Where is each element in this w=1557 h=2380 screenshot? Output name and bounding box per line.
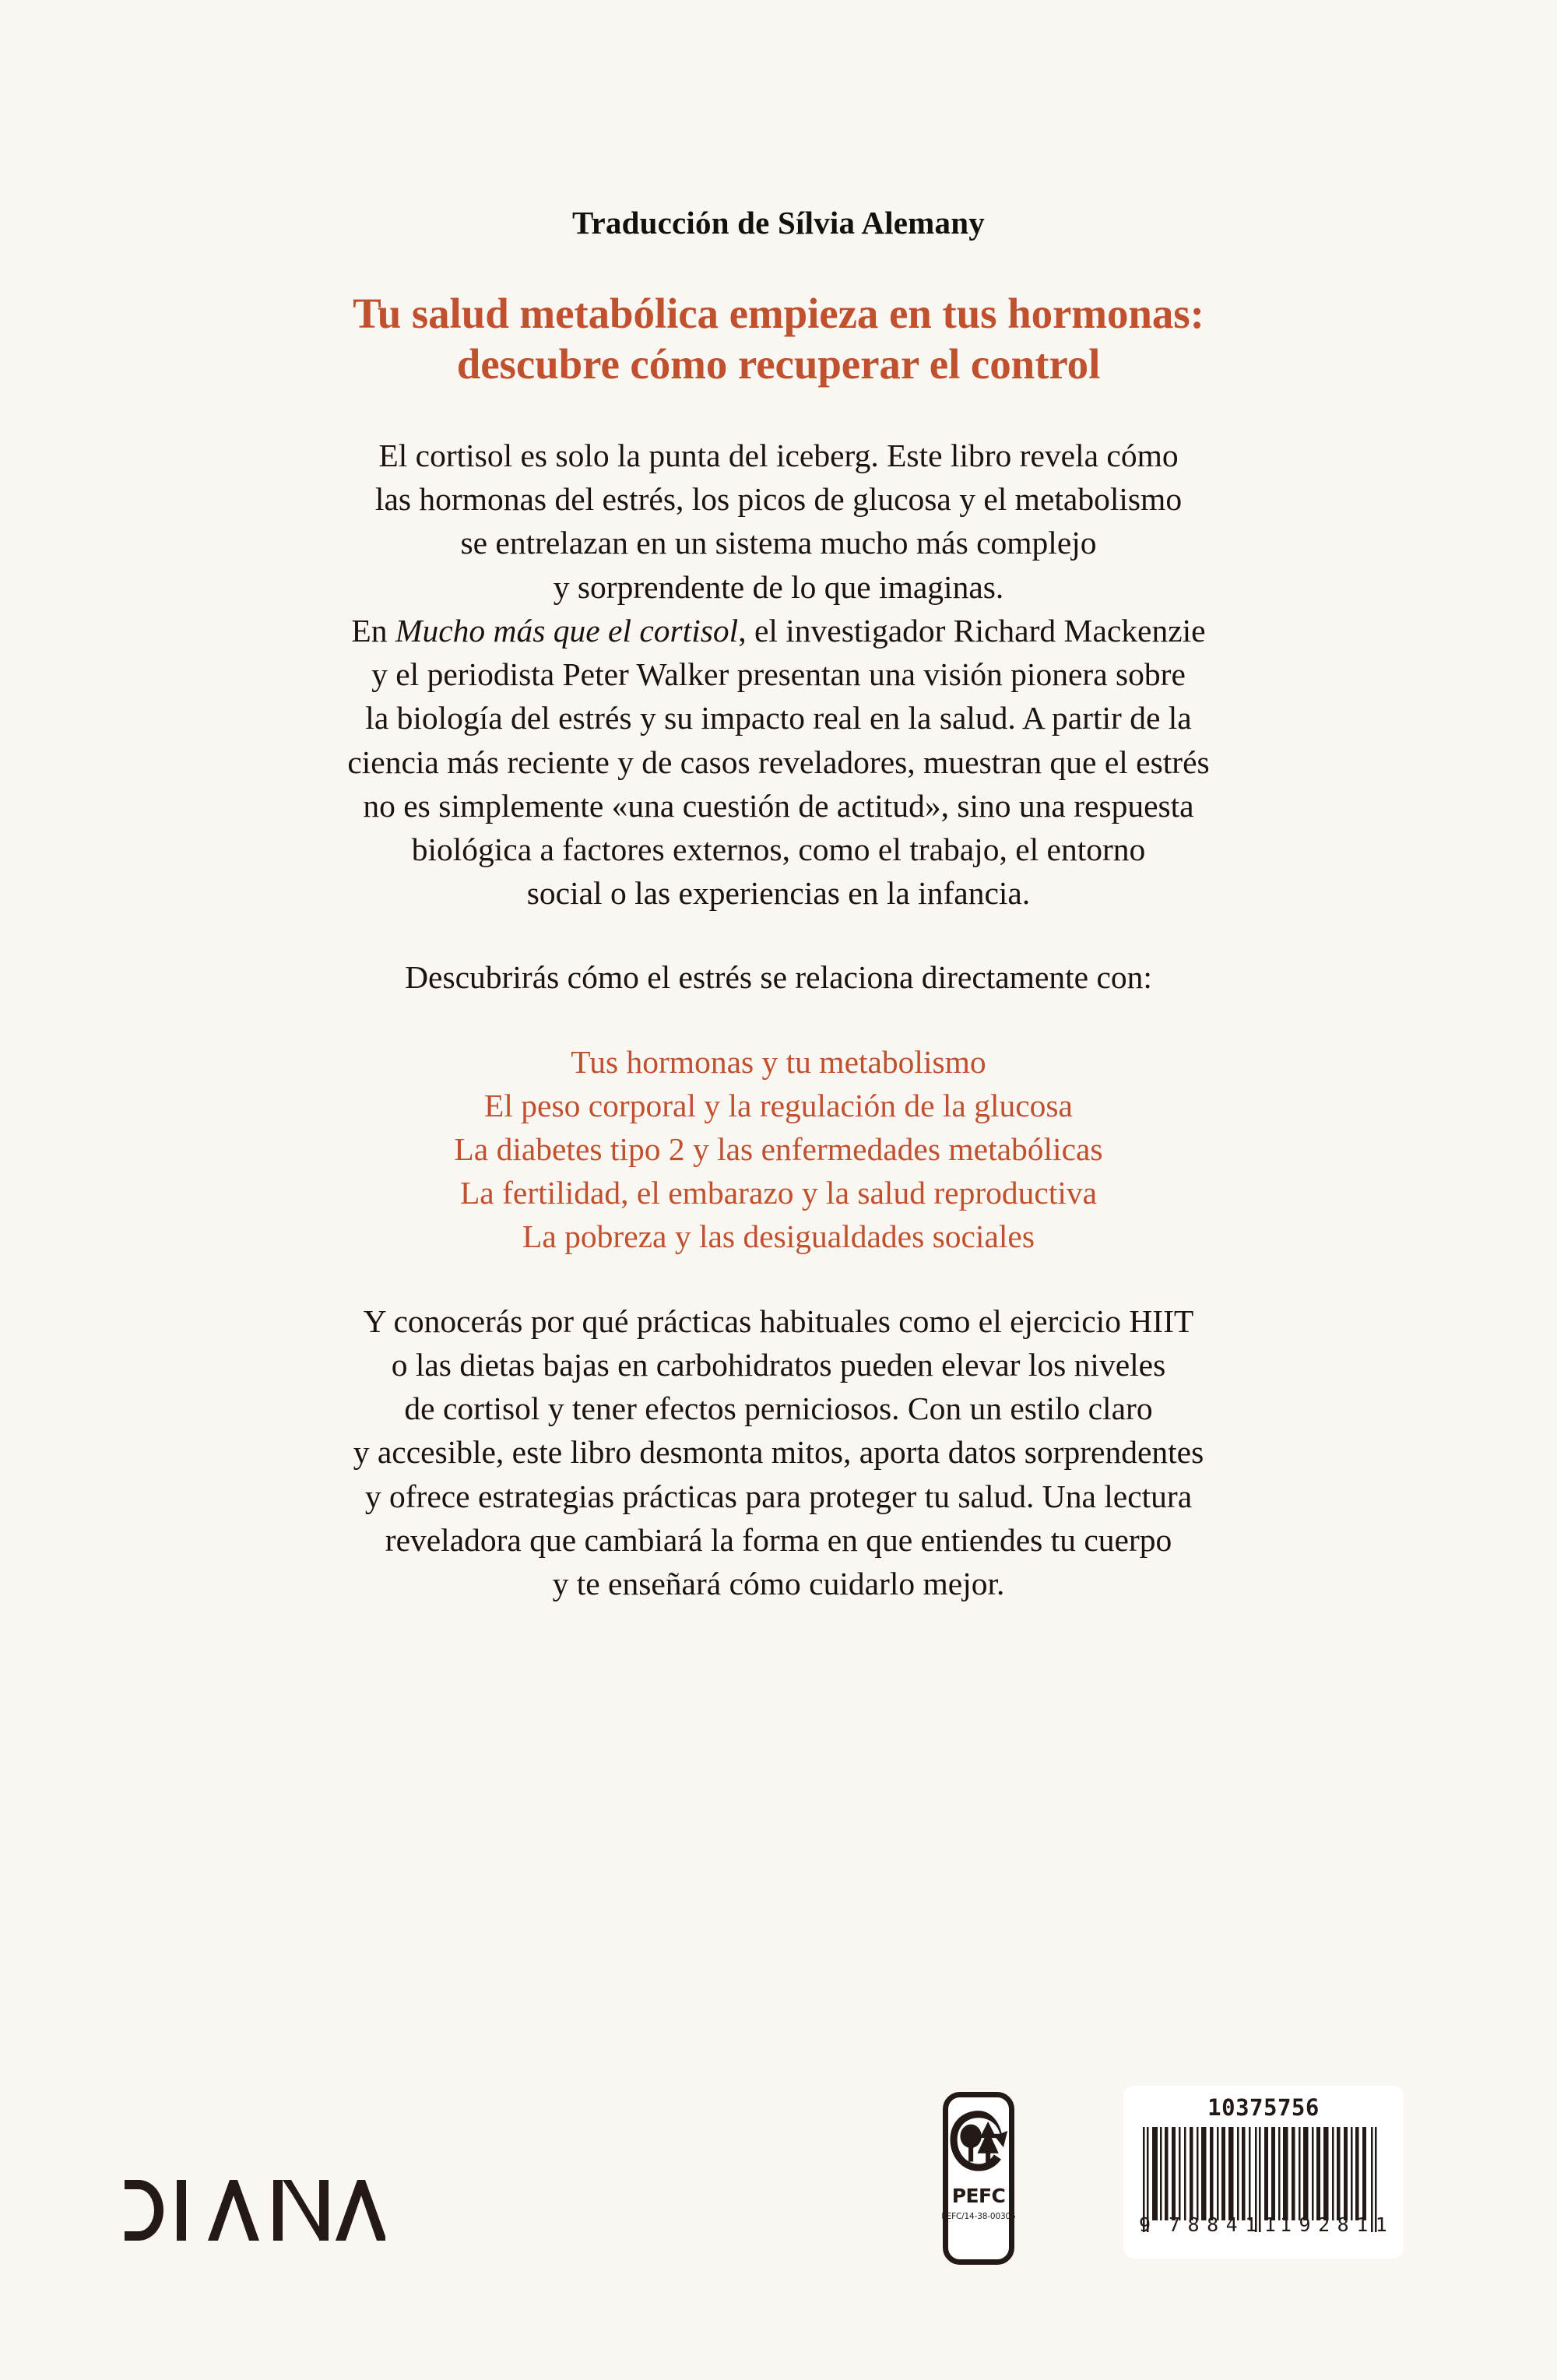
headline <box>140 289 1417 390</box>
translator-credit: Traducción de Sílvia Alemany <box>572 205 985 241</box>
blurb-line-5-post: , el investigador Richard Mackenzie <box>738 612 1206 649</box>
closing-line-2: o las dietas bajas en carbohidratos pueden elevar los niveles <box>391 1346 1166 1383</box>
list-item: La diabetes tipo 2 y las enfermedades metabólicas <box>454 1131 1103 1168</box>
blurb-line-1: El cortisol es solo la punta del iceberg. Este libro revela cómo <box>378 437 1179 473</box>
blurb-line-5 <box>140 609 1417 652</box>
blurb-line-4: y sorprendente de lo que imaginas. <box>553 568 1004 605</box>
publisher-logo-diana <box>121 2180 385 2241</box>
blurb-line-5-pre: En <box>351 612 395 649</box>
closing-line-5: y ofrece estrategias prácticas para proteger tu salud. Una lectura <box>364 1478 1193 1514</box>
blurb-line-2: las hormonas del estrés, los picos de glucosa y el metabolismo <box>374 481 1183 518</box>
list-item: El peso corporal y la regulación de la glucosa <box>484 1087 1073 1123</box>
blurb-paragraph <box>140 434 1417 915</box>
blurb-line-8: ciencia más reciente y de casos reveladores, muestran que el estrés <box>347 744 1210 780</box>
closing-line-6: reveladora que cambiará la forma en que entiendes tu cuerpo <box>385 1521 1172 1558</box>
closing-line-1: Y conocerás por qué prácticas habituales como el ejercicio HIIT <box>363 1302 1194 1339</box>
barcode-top-number: 10375756 <box>1207 2094 1320 2121</box>
blurb-line-7: la biología del estrés y su impacto real en la salud. A partir de la <box>365 700 1192 736</box>
cover-footer <box>0 2069 1557 2380</box>
headline-line-1: Tu salud metabólica empieza en tus hormonas: <box>353 290 1204 338</box>
barcode-right-group: 192811 <box>1280 2213 1395 2236</box>
topic-list <box>140 1040 1417 1259</box>
pefc-code: PEFC/14-38-00305 <box>941 2212 1016 2221</box>
barcode-left-group: 788411 <box>1169 2213 1284 2236</box>
list-item: La pobreza y las desigualdades sociales <box>522 1218 1035 1255</box>
list-item: La fertilidad, el embarazo y la salud reproductiva <box>459 1175 1098 1211</box>
barcode-isbn-digits <box>1123 2213 1404 2237</box>
blurb-line-3: se entrelazan en un sistema mucho más complejo <box>460 525 1097 561</box>
list-item: Tus hormonas y tu metabolismo <box>571 1043 986 1080</box>
pefc-wordmark: PEFC <box>951 2185 1006 2207</box>
barcode-block <box>1123 2086 1404 2259</box>
pefc-certification-label <box>943 2092 1014 2265</box>
barcode-lead-digit: 9 <box>1139 2213 1151 2236</box>
cover-text-column <box>140 0 1417 1605</box>
book-title-italic: Mucho más que el cortisol <box>395 612 739 649</box>
pefc-logo-icon <box>949 2107 1008 2185</box>
headline-line-2: descubre cómo recuperar el control <box>456 340 1101 388</box>
closing-paragraph <box>140 1299 1417 1606</box>
closing-line-3: de cortisol y tener efectos perniciosos. Con un estilo claro <box>404 1390 1153 1427</box>
blurb-line-9: no es simplemente «una cuestión de actitud», sino una respuesta <box>363 787 1194 824</box>
closing-line-4: y accesible, este libro desmonta mitos, aporta datos sorprendentes <box>353 1434 1204 1471</box>
blurb-line-6: y el periodista Peter Walker presentan una visión pionera sobre <box>371 656 1186 693</box>
blurb-line-10: biológica a factores externos, como el trabajo, el entorno <box>411 831 1146 867</box>
blurb-line-11: social o las experiencias en la infancia. <box>526 875 1031 912</box>
closing-line-7: y te enseñará cómo cuidarlo mejor. <box>552 1566 1005 1601</box>
bullets-lead-in: Descubrirás cómo el estrés se relaciona directamente con: <box>405 959 1152 996</box>
